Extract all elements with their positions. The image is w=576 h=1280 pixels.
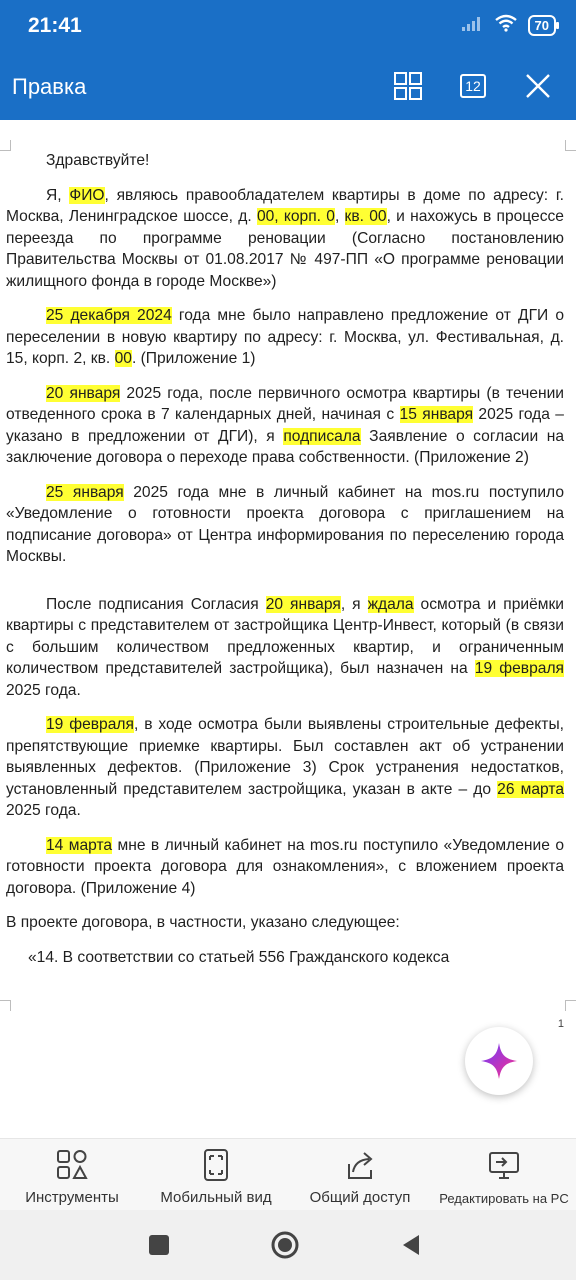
edit-on-pc-label: Редактировать на PC [439,1191,569,1206]
page-counter-button[interactable] [455,68,491,104]
home-circle-icon [270,1230,300,1260]
mobile-view-label: Мобильный вид [160,1189,272,1206]
monitor-icon [487,1148,521,1182]
doc-greeting: Здравствуйте! [46,152,150,169]
doc-paragraph-2: 25 декабря 2024 года мне было направлено предложение от ДГИ о переселении в новую квартиру по адресу: г. Москва, ул. Фестивальная, д. 15, корп. 2, кв. 00. (Приложение 1) [6,307,564,367]
mobile-view-button[interactable] [144,1147,288,1206]
page-corner-mark [0,1000,11,1011]
grid-view-button[interactable] [390,68,426,104]
bottom-toolbar [0,1138,576,1211]
share-label: Общий доступ [309,1189,411,1206]
grid-icon [393,71,423,101]
page-corner-mark [565,1000,576,1011]
doc-paragraph-7: 14 марта мне в личный кабинет на mos.ru поступило «Уведомление о готовности проекта договора для ознакомления», с вложением проекта договора. (Приложение 4) [6,836,564,897]
signal-icon [462,15,484,36]
wifi-icon [494,14,518,37]
app-bar [0,54,576,120]
app-title: Правка [12,74,87,99]
doc-paragraph-6: 19 февраля, в ходе осмотра были выявлены строительные дефекты, препятствующие приемке квартиры. Был составлен акт об устранении выявленных дефектов. (Приложение 3) Срок устранения недостатков, установленный представителем застройщика, указан в акте – до 26 марта 2025 года. [6,716,564,819]
system-navigation-bar [0,1210,576,1280]
doc-paragraph-9: «14. В соответствии со статьей 556 Гражданского кодекса [28,948,450,966]
document-view[interactable] [0,120,576,1100]
doc-paragraph-5: После подписания Согласия 20 января, я ждала осмотра и приёмки квартиры с представителем от застройщика Центр-Инвест, который (в связи с большим количеством предложенных квартир, и ограниченным количеством представителей застройщика), был назначен на 19 февраля 2025 года. [6,595,564,699]
recent-apps-button[interactable] [144,1230,174,1260]
ai-assistant-button[interactable] [465,1027,533,1095]
doc-paragraph-4: 25 января 2025 года мне в личный кабинет на mos.ru поступило «Уведомление о готовности проекта договора с приглашением на подписание договора» от Центра информирования по переселению города Москвы. [6,483,564,565]
mobile-view-icon [201,1148,231,1182]
status-icons [462,14,556,37]
tools-label: Инструменты [25,1189,119,1206]
status-time: 21:41 [28,14,82,37]
doc-paragraph-1: Я, ФИО, являюсь правообладателем квартиры в доме по адресу: г. Москва, Ленинградское шоссе, д. 00, корп. 0, кв. 00, и нахожусь в процессе переезда по программе реновации (Согласно постановлению Правительства Москвы от 01.08.2017 № 497-ПП «О программе реновации жилищного фонда в городе Москве») [6,186,564,290]
close-button[interactable] [520,68,556,104]
status-bar [0,0,576,54]
share-icon [343,1148,377,1182]
page-corner-mark [565,140,576,151]
edit-on-pc-button[interactable] [432,1147,576,1206]
battery-indicator: 70 [528,15,556,36]
sparkle-icon [479,1041,519,1081]
back-button[interactable] [396,1230,426,1260]
tools-icon [55,1148,89,1182]
doc-paragraph-3: 20 января 2025 года, после первичного осмотра квартиры (в течении отведенного срока в 7 календарных дней, начиная с 15 января 2025 года – указано в предложении от ДГИ), я подписала Заявление о согласии на заключение договора о переходе права собственности. (Приложение 2) [6,384,564,466]
page-counter: 12 [460,74,486,98]
home-button[interactable] [270,1230,300,1260]
doc-paragraph-8: В проекте договора, в частности, указано следующее: [6,914,400,931]
square-icon [147,1233,171,1257]
close-icon [524,72,552,100]
page-number: 1 [557,1018,564,1030]
back-triangle-icon [399,1233,423,1257]
document-text [6,150,564,981]
tools-button[interactable] [0,1147,144,1206]
share-button[interactable] [288,1147,432,1206]
